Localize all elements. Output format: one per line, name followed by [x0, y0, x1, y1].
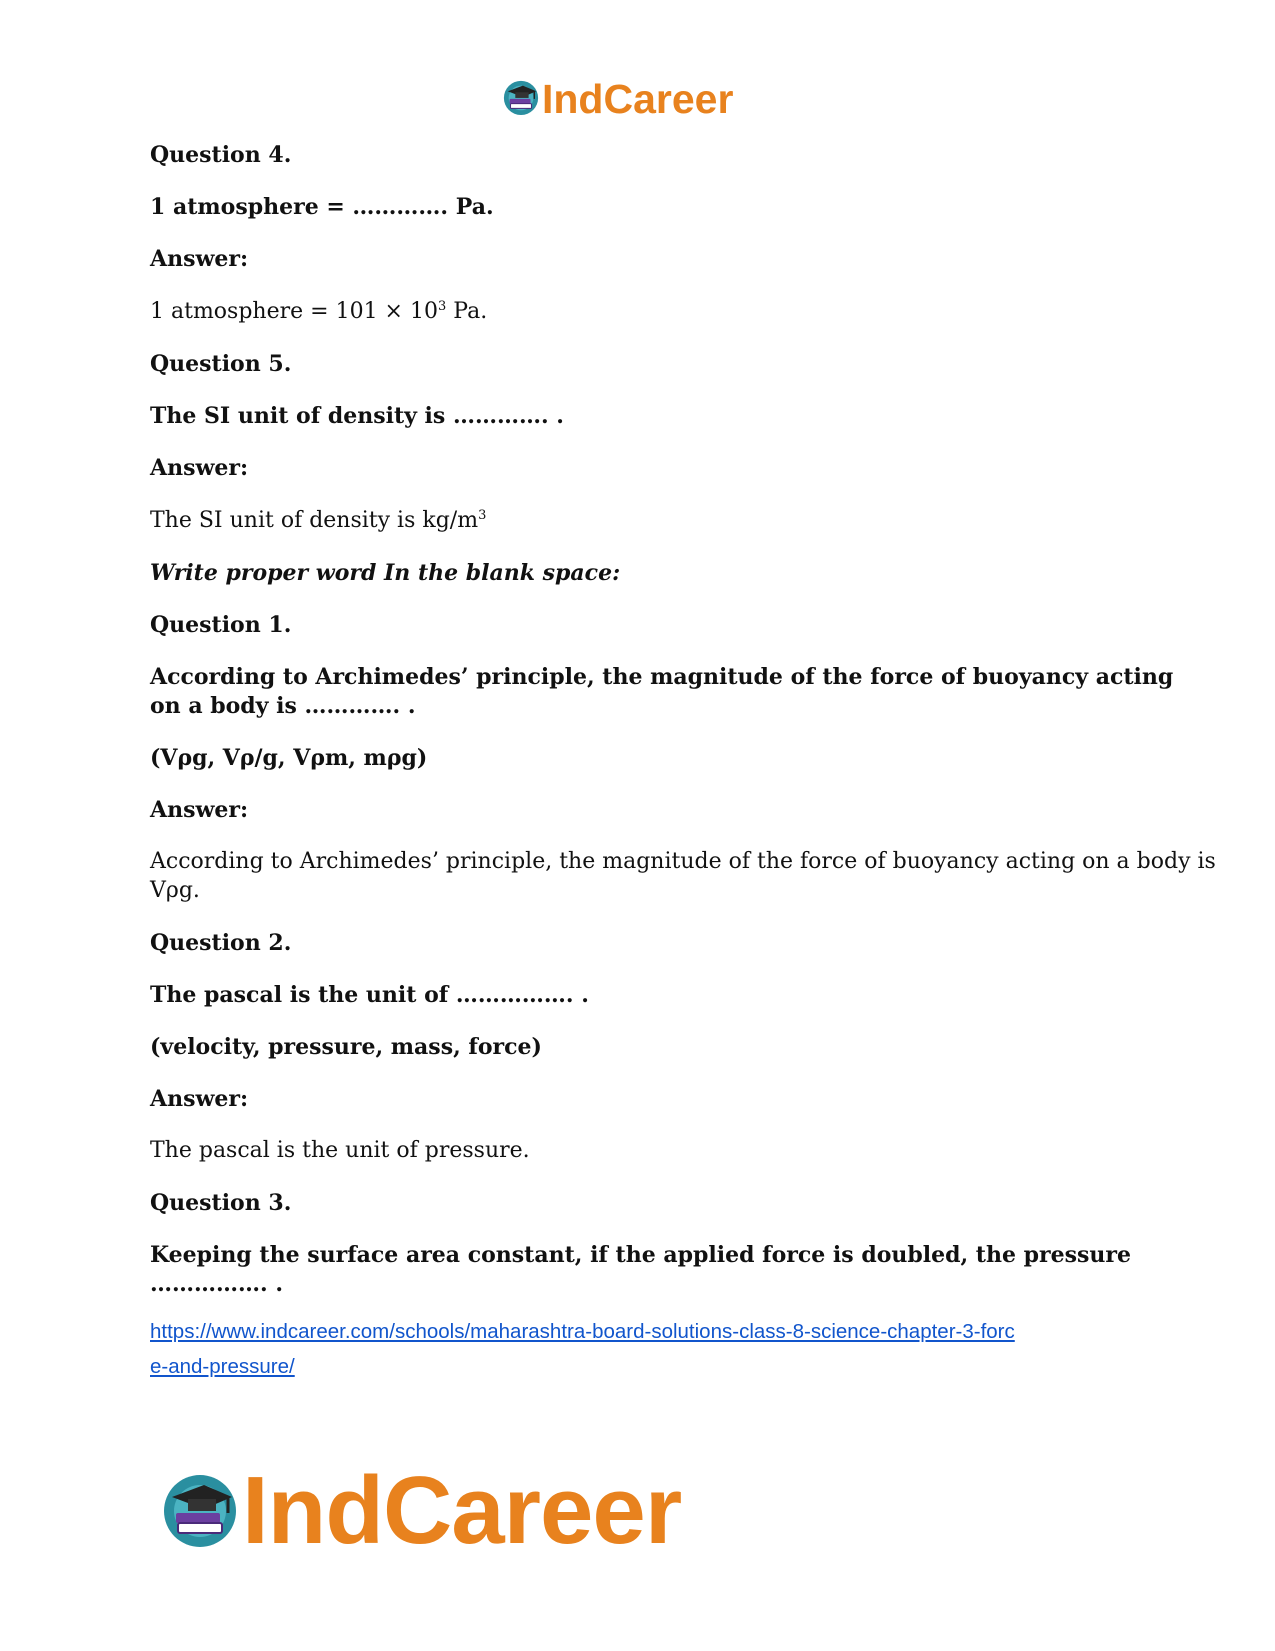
answer-label: Answer:	[150, 455, 249, 481]
answer-label: Answer:	[150, 246, 249, 272]
logo-text: IndCareer	[242, 1457, 682, 1564]
superscript: 3	[437, 299, 447, 314]
graduation-cap-books-icon	[502, 78, 540, 120]
answer-text-line: Vρg.	[150, 878, 200, 903]
answer-text	[150, 506, 1130, 536]
source-link-line[interactable]: https://www.indcareer.com/schools/maharashtra-board-solutions-class-8-science-chapter-3-forc	[150, 1320, 1015, 1343]
question-text-line: on a body is …………. .	[150, 693, 416, 719]
question-text: The SI unit of density is …………. .	[150, 403, 564, 429]
answer-text	[150, 297, 1130, 327]
graduation-cap-books-icon	[160, 1469, 240, 1553]
answer-text-line: According to Archimedes’ principle, the magnitude of the force of buoyancy acting on a body is	[150, 849, 1216, 874]
question-heading: Question 2.	[150, 930, 292, 956]
question-text-line: ……………. .	[150, 1271, 283, 1297]
question-text: The pascal is the unit of ……………. .	[150, 982, 589, 1008]
answer-text: The pascal is the unit of pressure.	[150, 1138, 530, 1163]
header-logo	[502, 75, 734, 122]
question-options: (Vρg, Vρ/g, Vρm, mρg)	[150, 745, 428, 771]
question-heading: Question 1.	[150, 612, 292, 638]
source-link-line[interactable]: e-and-pressure/	[150, 1355, 295, 1378]
question-text: 1 atmosphere = …………. Pa.	[150, 194, 494, 220]
question-heading: Question 5.	[150, 351, 292, 377]
answer-label: Answer:	[150, 797, 249, 823]
answer-text-suffix: Pa.	[446, 299, 488, 324]
source-link[interactable]	[150, 1314, 1130, 1384]
question-text-line: Keeping the surface area constant, if the applied force is doubled, the pressure	[150, 1242, 1131, 1268]
answer-text-main: The SI unit of density is kg/m	[150, 508, 479, 533]
question-heading: Question 3.	[150, 1190, 292, 1216]
question-heading: Question 4.	[150, 142, 292, 168]
answer-label: Answer:	[150, 1086, 249, 1112]
section-heading: Write proper word In the blank space:	[150, 560, 621, 586]
logo-text: IndCareer	[542, 75, 734, 122]
question-options: (velocity, pressure, mass, force)	[150, 1034, 542, 1060]
answer-text-main: 1 atmosphere = 101 × 10	[150, 299, 438, 324]
superscript: 3	[478, 508, 487, 523]
question-text-line: According to Archimedes’ principle, the magnitude of the force of buoyancy acting	[150, 664, 1174, 690]
footer-logo	[160, 1457, 682, 1564]
